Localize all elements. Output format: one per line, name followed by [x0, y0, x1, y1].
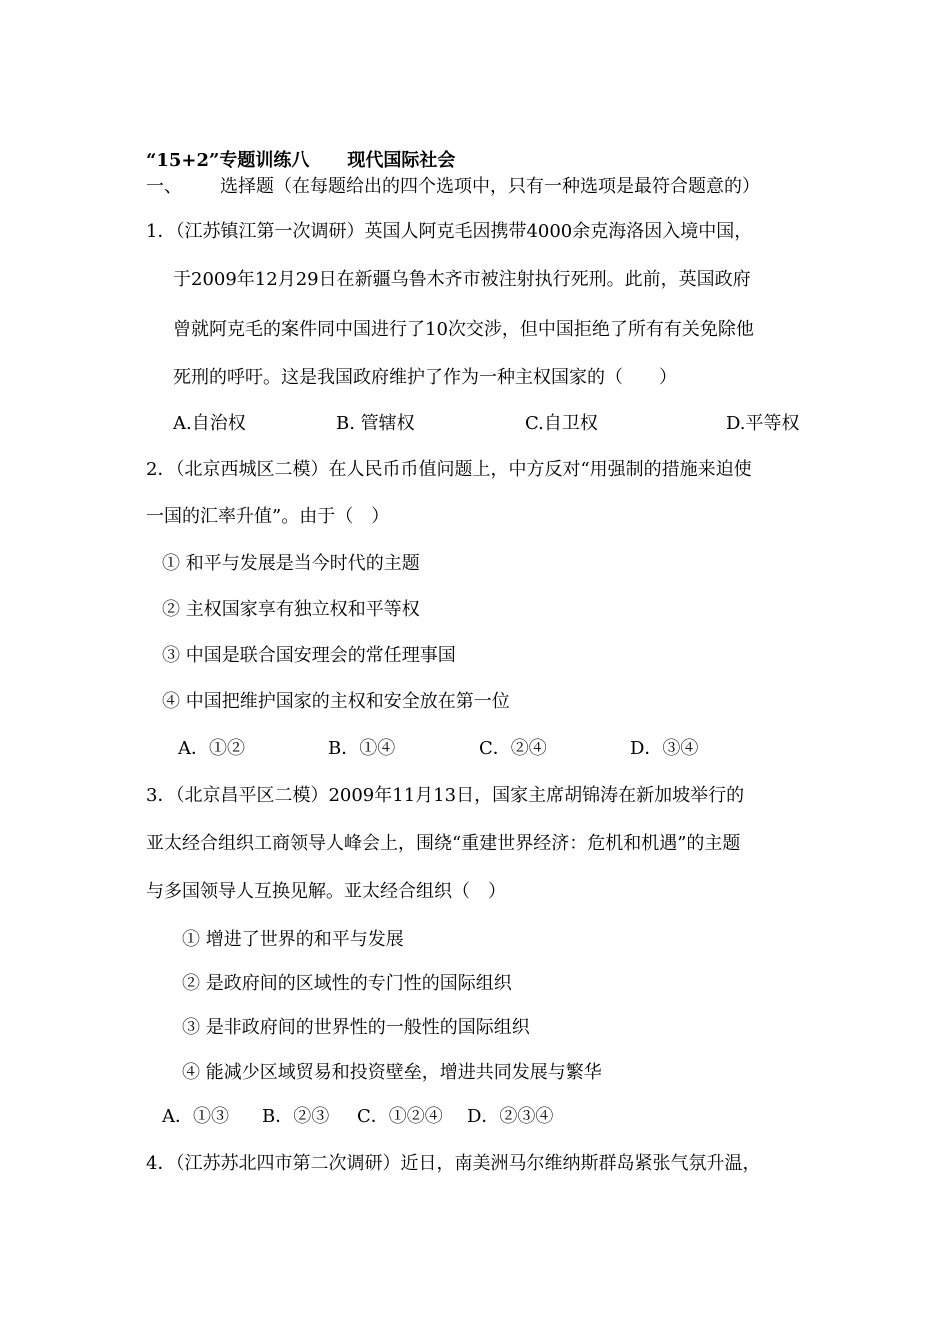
- q2-option-b: B．①④: [328, 738, 396, 759]
- q2-line-2: 一国的汇率升值”。由于（ ）: [146, 506, 390, 527]
- section-heading: [146, 175, 760, 199]
- q1-option-a: A.自治权: [173, 413, 246, 434]
- q3-option-c: C．①②④: [357, 1106, 443, 1127]
- q3-option-d: D．②③④: [467, 1106, 554, 1127]
- q2-option-d: D．③④: [630, 738, 699, 759]
- q2-item-2: ② 主权国家享有独立权和平等权: [162, 599, 420, 620]
- q2-option-c: C．②④: [479, 738, 547, 759]
- q2-line-1: 2．（北京西城区二模）在人民币币值问题上，中方反对“用强制的措施来迫使: [146, 459, 752, 480]
- title-prefix: “15+2”专题训练八: [146, 150, 310, 171]
- q3-options: [0, 1105, 950, 1129]
- q3-line-1: 3．（北京昌平区二模）2009年11月13日，国家主席胡锦涛在新加坡举行的: [146, 785, 745, 806]
- q3-option-b: B．②③: [262, 1106, 330, 1127]
- q3-item-2: ② 是政府间的区域性的专门性的国际组织: [182, 973, 512, 994]
- q3-item-1: ① 增进了世界的和平与发展: [182, 929, 404, 950]
- title-topic: 现代国际社会: [347, 150, 456, 171]
- q3-item-4: ④ 能减少区域贸易和投资壁垒，增进共同发展与繁华: [182, 1062, 602, 1083]
- q3-line-2: 亚太经合组织工商领导人峰会上，围绕“重建世界经济：危机和机遇”的主题: [146, 833, 741, 854]
- q2-item-4: ④ 中国把维护国家的主权和安全放在第一位: [162, 691, 510, 712]
- section-number: 一、: [146, 176, 182, 197]
- section-text: 选择题（在每题给出的四个选项中，只有一种选项是最符合题意的）: [220, 176, 760, 197]
- q1-line-2: 于2009年12月29日在新疆乌鲁木齐市被注射执行死刑。此前，英国政府: [173, 269, 751, 290]
- q3-line-3: 与多国领导人互换见解。亚太经合组织（ ）: [146, 881, 506, 902]
- q2-item-1: ① 和平与发展是当今时代的主题: [162, 553, 420, 574]
- q2-item-3: ③ 中国是联合国安理会的常任理事国: [162, 645, 456, 666]
- q3-item-3: ③ 是非政府间的世界性的一般性的国际组织: [182, 1017, 530, 1038]
- q2-option-a: A．①②: [178, 738, 245, 759]
- q3-option-a: A．①③: [162, 1106, 229, 1127]
- q1-line-3: 曾就阿克毛的案件同中国进行了10次交涉，但中国拒绝了所有有关免除他: [173, 319, 754, 340]
- document-title: [146, 149, 455, 173]
- q1-options: [0, 412, 950, 436]
- q4-line-1: 4．（江苏苏北四市第二次调研）近日，南美洲马尔维纳斯群岛紧张气氛升温，: [146, 1153, 761, 1174]
- q1-option-b: B. 管辖权: [336, 413, 415, 434]
- q1-line-4: 死刑的呼吁。这是我国政府维护了作为一种主权国家的（ ）: [173, 367, 677, 388]
- q1-line-1: 1．（江苏镇江第一次调研）英国人阿克毛因携带4000余克海洛因入境中国，: [146, 221, 753, 242]
- q1-option-c: C.自卫权: [525, 413, 598, 434]
- q2-options: [0, 737, 950, 761]
- q1-option-d: D.平等权: [726, 413, 800, 434]
